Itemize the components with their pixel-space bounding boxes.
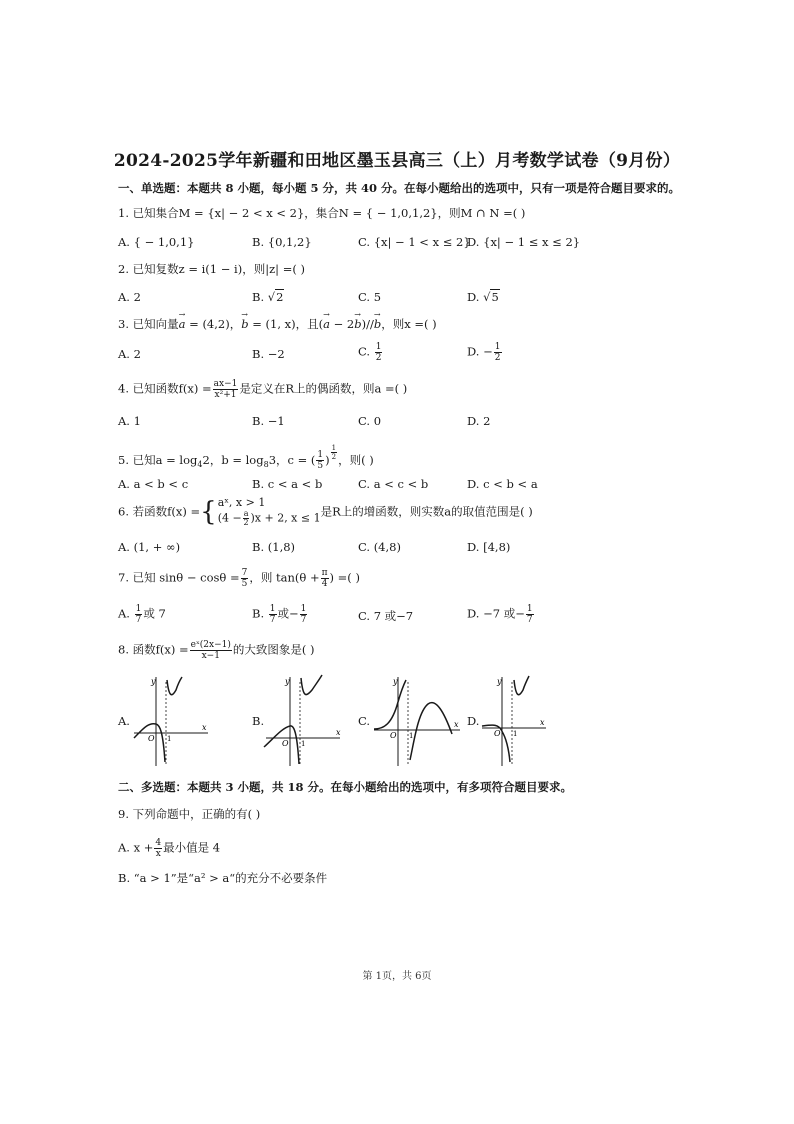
q8-graph-c [372, 672, 462, 767]
label-x: x [202, 723, 207, 732]
q3-option-b: B. −2 [252, 347, 285, 361]
question-1-stem: 1. 已知集合M = {x| − 2 < x < 2}，集合N = { − 1,0,1,2}，则M ∩ N =( ) [118, 206, 526, 220]
q2-option-a: A. 2 [118, 290, 141, 304]
q3-option-c: C. $\frac{1}{2}$ [358, 342, 382, 363]
question-2-stem: 2. 已知复数z = i(1 − i)，则|z| =( ) [118, 262, 305, 276]
exam-title: 2024-2025学年新疆和田地区墨玉县高三（上）月考数学试卷（9月份） [113, 151, 681, 171]
q8-graph-a [130, 672, 210, 767]
label-y: y [497, 677, 502, 686]
q8-graph-d [478, 672, 548, 767]
label-x: x [540, 718, 545, 727]
section-2-heading: 二、多选题：本题共 3 小题，共 18 分。在每小题给出的选项中，有多项符合题目要求。 [118, 780, 573, 794]
label-y: y [285, 677, 290, 686]
page-footer: 第 1页，共 6页 [362, 971, 432, 982]
q1-option-d: D. {x| − 1 ≤ x ≤ 2} [467, 235, 581, 249]
q4-option-a: A. 1 [118, 414, 141, 428]
q8-label-c: C. [358, 714, 371, 728]
q5-option-d: D. c < b < a [467, 477, 538, 491]
q7-option-c: C. 7 或−7 [358, 609, 414, 623]
q8-label-a: A. [118, 714, 130, 728]
q8-label-b: B. [252, 714, 265, 728]
curve-right [410, 703, 452, 760]
q9-option-b: B. “a > 1”是“a² > a“的充分不必要条件 [118, 871, 328, 885]
label-y: y [393, 677, 398, 686]
q8-graph-b [262, 672, 344, 767]
curve-right [167, 677, 182, 695]
q6-option-d: D. [4,8) [467, 540, 511, 554]
label-one: 1 [167, 735, 172, 743]
question-5-stem: 5. 已知$a = \log_42$，$b = \log_83$，c = ( $\frac{1}{5}$ ) $^{\frac{1}{2}}$ ，则( ) [118, 444, 374, 472]
q9-option-a: A. x + $\frac{4}{x}$ 最小值是 4 [118, 838, 221, 859]
q2-option-d: D. √5 [467, 290, 499, 304]
label-origin: O [282, 739, 289, 748]
question-7-stem: 7. 已知 sinθ − cosθ = $\frac{7}{5}$ ，则 tan(θ + $\frac{\pi}{4}$ ) =( ) [118, 568, 360, 589]
label-origin: O [494, 729, 501, 738]
q8-label-d: D. [467, 714, 480, 728]
q5-option-c: C. a < c < b [358, 477, 429, 491]
q1-option-c: C. {x| − 1 < x ≤ 2} [358, 235, 471, 249]
label-origin: O [148, 734, 155, 743]
q4-option-b: B. −1 [252, 414, 285, 428]
q1-option-a: A. { − 1,0,1} [118, 235, 195, 249]
q7-option-a: A. $\frac{1}{7}$ 或 7 [118, 604, 166, 625]
q3-option-a: A. 2 [118, 347, 141, 361]
question-3-stem: 3. 已知向量→ a = (4,2)，→ b = (1, x)，且(→ a − 2→ b)//→ b，则x =( ) [118, 316, 437, 332]
q4-option-c: C. 0 [358, 414, 382, 428]
q5-option-b: B. c < a < b [252, 477, 323, 491]
q2-option-b: B. √2 [252, 290, 284, 304]
q5-option-a: A. a < b < c [118, 477, 189, 491]
label-x: x [454, 720, 459, 729]
question-8-stem: 8. 函数f(x) = $\frac{\text{eˣ(2x−1)}}{x-1}$ 的大致图象是( ) [118, 640, 315, 661]
label-origin: O [390, 731, 397, 740]
curve-right [514, 676, 529, 695]
q4-option-d: D. 2 [467, 414, 491, 428]
q7-option-d: D. −7 或− $\frac{1}{7}$ [467, 604, 533, 625]
q7-option-b: B. $\frac{1}{7}$ 或− $\frac{1}{7}$ [252, 604, 307, 625]
q1-option-b: B. {0,1,2} [252, 235, 312, 249]
q2-option-c: C. 5 [358, 290, 382, 304]
label-one: 1 [409, 732, 414, 740]
question-9-stem: 9. 下列命题中，正确的有( ) [118, 807, 261, 821]
section-1-heading: 一、单选题：本题共 8 小题，每小题 5 分，共 40 分。在每小题给出的选项中，只有一项是符合题目要求的。 [118, 181, 681, 195]
label-one: 1 [513, 730, 518, 738]
curve-right [301, 675, 322, 695]
label-y: y [151, 677, 156, 686]
question-6-stem: 6. 若函数f(x) ={ aˣ, x > 1 (4 − $\frac{a}{2}$ )x + 2, x ≤ 1 是R上的增函数，则实数a的取值范围是( ) [118, 496, 533, 527]
label-one: 1 [301, 740, 306, 748]
label-x: x [336, 728, 341, 737]
curve-left [374, 680, 406, 729]
q6-option-a: A. (1, + ∞) [118, 540, 181, 554]
q3-option-d: D. − $\frac{1}{2}$ [467, 342, 501, 363]
q6-option-b: B. (1,8) [252, 540, 296, 554]
question-4-stem: 4. 已知函数f(x) = $\frac{ax-1}{\text{x²+1}}$ 是定义在R上的偶函数，则a =( ) [118, 379, 408, 400]
q6-option-c: C. (4,8) [358, 540, 401, 554]
